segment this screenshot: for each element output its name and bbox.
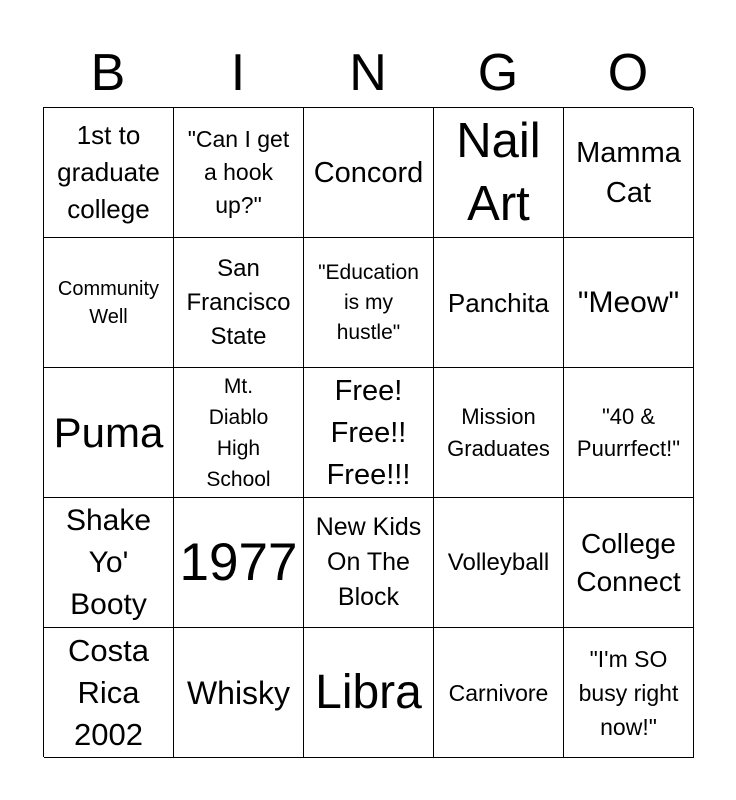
bingo-cell[interactable]: [304, 368, 434, 498]
bingo-cell[interactable]: [44, 238, 174, 368]
cell-text: Costa Rica 2002: [68, 632, 149, 752]
cell-text: Community Well: [57, 277, 160, 328]
bingo-cell[interactable]: [44, 498, 174, 628]
bingo-cell[interactable]: [304, 498, 434, 628]
cell-text: New Kids On The Block: [315, 513, 422, 611]
bingo-cell[interactable]: [174, 498, 304, 628]
cell-text: Mamma Cat: [576, 136, 681, 209]
bingo-cell[interactable]: [44, 368, 174, 498]
header-letter-i: I: [230, 44, 246, 102]
bingo-cell[interactable]: [564, 368, 694, 498]
header-letter-o: O: [607, 44, 649, 102]
bingo-cell[interactable]: [434, 628, 564, 758]
cell-text: Concord: [313, 156, 424, 189]
cell-text: "I'm SO busy right now!": [578, 645, 679, 740]
bingo-cell[interactable]: [434, 368, 564, 498]
bingo-cell[interactable]: [44, 108, 174, 238]
bingo-cell[interactable]: [304, 238, 434, 368]
cell-text: 1977: [179, 532, 298, 592]
bingo-header: [43, 40, 693, 106]
cell-text: 1st to graduate college: [57, 120, 160, 224]
cell-text: Free! Free!! Free!!!: [326, 374, 411, 491]
bingo-cell[interactable]: [564, 498, 694, 628]
bingo-cell[interactable]: [564, 108, 694, 238]
bingo-cell[interactable]: [304, 108, 434, 238]
cell-text: Puma: [53, 408, 164, 456]
cell-text: College Connect: [576, 527, 681, 597]
bingo-board: [43, 107, 693, 757]
header-letter-b: B: [90, 44, 126, 102]
bingo-cell[interactable]: [564, 238, 694, 368]
header-letter-n: N: [349, 44, 387, 102]
bingo-cell[interactable]: [434, 108, 564, 238]
cell-text: Nail Art: [456, 113, 541, 231]
cell-text: "Meow": [577, 285, 680, 319]
cell-text: "Can I get a hook up?": [187, 126, 290, 218]
cell-text: Panchita: [447, 287, 550, 318]
cell-text: San Francisco State: [186, 254, 291, 350]
bingo-cell[interactable]: [304, 628, 434, 758]
cell-text: "Education is my hustle": [318, 260, 419, 344]
bingo-cell[interactable]: [174, 238, 304, 368]
cell-text: "40 & Puurrfect!": [576, 403, 681, 461]
cell-text: Whisky: [186, 674, 291, 711]
cell-text: Carnivore: [448, 679, 549, 706]
bingo-cell[interactable]: [174, 628, 304, 758]
cell-text: Mission Graduates: [447, 403, 550, 461]
bingo-cell[interactable]: [564, 628, 694, 758]
cell-text: Mt. Diablo High School: [206, 374, 271, 491]
cell-text: Libra: [315, 665, 422, 719]
bingo-cell[interactable]: [434, 498, 564, 628]
bingo-cell[interactable]: [174, 368, 304, 498]
bingo-cell[interactable]: [434, 238, 564, 368]
cell-text: Shake Yo' Booty: [65, 503, 152, 621]
bingo-cell[interactable]: [174, 108, 304, 238]
header-letter-g: G: [477, 44, 519, 102]
bingo-cell[interactable]: [44, 628, 174, 758]
cell-text: Volleyball: [447, 548, 550, 576]
